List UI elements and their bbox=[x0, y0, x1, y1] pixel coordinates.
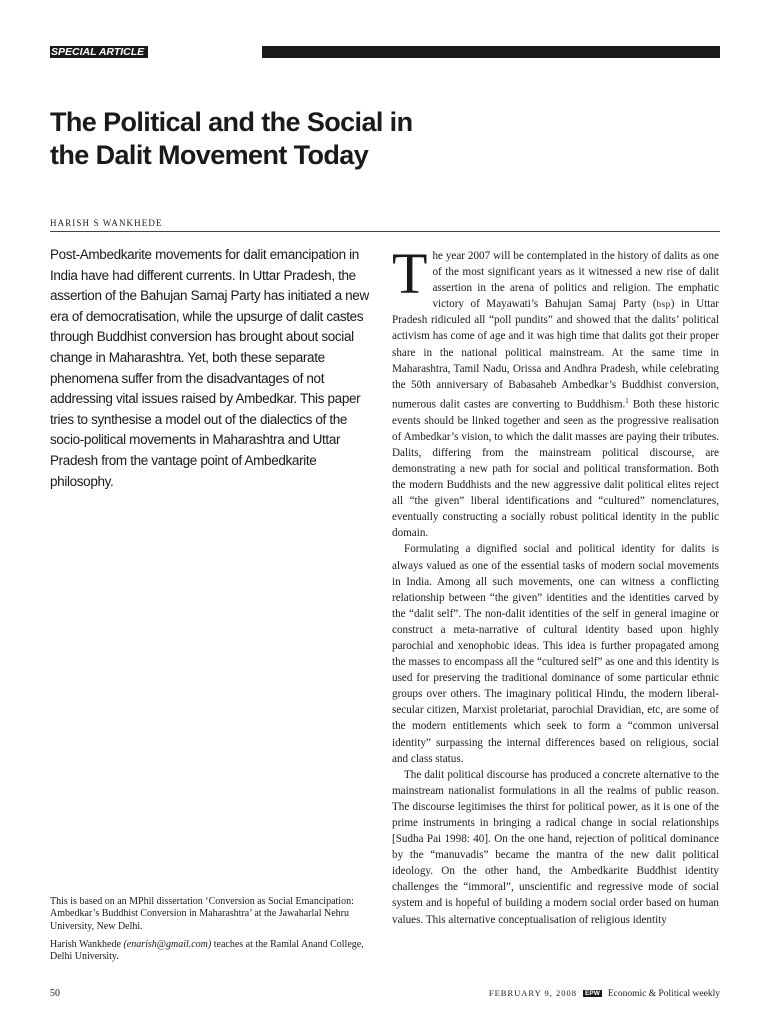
note-dissertation: This is based on an MPhil dissertation ‘Conversion as Social Emancipation: Ambedkar’s Buddhist Conversion in Maharashtra’ at the Jawaharlal Nehru University, New Delhi. bbox=[50, 896, 354, 932]
body-paragraph-3: The dalit political discourse has produced a concrete alternative to the mainstream nationalist formulations in all the realms of public reason. The discourse legitimises the thirst for political power, as it is one of the prime instruments in bringing a radical change in social relationships [Sudha Pai 1998: 40]. On the one hand, rejection of political dominance by the “manuvadis” became the mantra of the new dalit political ideology. On the other hand, the Ambedkarite Buddhist identity challenges the “immoral”, unscientific and regressive mode of social system and is hopeful of building a modern social order based on human values. This alternative conceptualisation of religious identity bbox=[392, 768, 719, 926]
p1-text-c: Both these historic events should be linked together and seen as the progressive realisation of Ambedkar’s vision, to which the dalit masses are paying their tributes. Dalits, differing from the mainstream political discourse, are demonstrating a new path for social and political transformation. Both the modern Buddhists and the new aggressive dalit political elites reject all “the given” liberal identifications and “cultured” nomenclatures, eventually constructing a socially robust political identity in the public domain. bbox=[392, 398, 719, 540]
p1-text-a: he year 2007 will be contemplated in the history of dalits as one of the most significant years as it witnessed a new rise of dalit assertion in the arena of politics and religion. The emphatic victory of Mayawati’s Bahujan Samaj Party ( bbox=[432, 250, 719, 311]
note-author-affiliation: teaches at the Ramlal Anand College, Delhi University. bbox=[50, 938, 364, 963]
section-label: SPECIAL ARTICLE bbox=[50, 46, 148, 58]
author-divider bbox=[50, 231, 720, 232]
drop-cap: T bbox=[392, 248, 428, 306]
author-byline: HARISH S WANKHEDE bbox=[50, 218, 163, 228]
article-body bbox=[392, 248, 719, 976]
footer-info bbox=[489, 988, 720, 999]
issue-date: FEBRUARY 9, 2008 bbox=[488, 988, 578, 998]
body-paragraph-1 bbox=[392, 248, 719, 541]
section-header bbox=[50, 46, 720, 58]
note-author-name: Harish Wankhede bbox=[50, 938, 124, 950]
footnote-marker: 1 bbox=[625, 396, 629, 405]
title-line-2: the Dalit Movement Today bbox=[50, 140, 369, 170]
body-paragraph-2: Formulating a dignified social and political identity for dalits is always valued as one of the essential tasks of modern social movements in India. Among all such movements, one can witness a conflicting relationship between “the given” identities and the identities carved by the “dalit self”. The non-dalit identities of the self in general imagine or construct a meta-narrative of cultural identity based upon highly parochial and xenophobic ideas. This idea is further propagated among the masses to encompass all the “cultured self” as one and this identity is used for preserving the traditional dominance of some particular ethnic groups over others. The imaginary political Hindu, the modern liberal-secular citizen, Marxist proletariat, parochial Dravidian, etc, are some of the modern entitlements which seek to form a “common universal identity” surpassing the internal differences based on religious, social and class status. bbox=[392, 543, 719, 765]
journal-name: Economic & Political weekly bbox=[607, 989, 720, 999]
epw-logo: EPW bbox=[585, 990, 600, 998]
article-title bbox=[50, 106, 510, 172]
title-line-1: The Political and the Social in bbox=[50, 107, 413, 137]
page-number: 50 bbox=[50, 988, 60, 999]
note-author bbox=[50, 939, 376, 964]
author-email: (enarish@gmail.com) bbox=[123, 938, 212, 950]
article-abstract: Post-Ambedkarite movements for dalit emancipation in India have had different currents. In Uttar Pradesh, the assertion of the Bahujan Samaj Party has initiated a new era of democratisation, while the upsurge of dalit castes through Buddhist conversion has brought about social change in Maharashtra. Yet, both these separate phenomena suffer from the disadvantages of not addressing vital issues raised by Ambedkar. This paper tries to synthesise a model out of the dialectics of the socio-political movements in Maharashtra and Uttar Pradesh from the vantage point of Ambedkarite philosophy. bbox=[50, 247, 369, 489]
party-abbreviation: bsp bbox=[656, 299, 671, 310]
author-notes bbox=[50, 896, 376, 969]
p1-text-b: ) in Uttar Pradesh ridiculed all “poll pundits” and showed that the dalits’ political activism has come of age and it was high time that dalits got their proper share in the national political mainstream. At the same time in Maharashtra, Tamil Nadu, Orissa and Andhra Pradesh, while celebrating the 50th anniversary of Babasaheb Ambedkar’s Buddhist conversion, numerous dalit castes are converting to Buddhism. bbox=[392, 298, 719, 411]
section-rule bbox=[262, 46, 720, 58]
